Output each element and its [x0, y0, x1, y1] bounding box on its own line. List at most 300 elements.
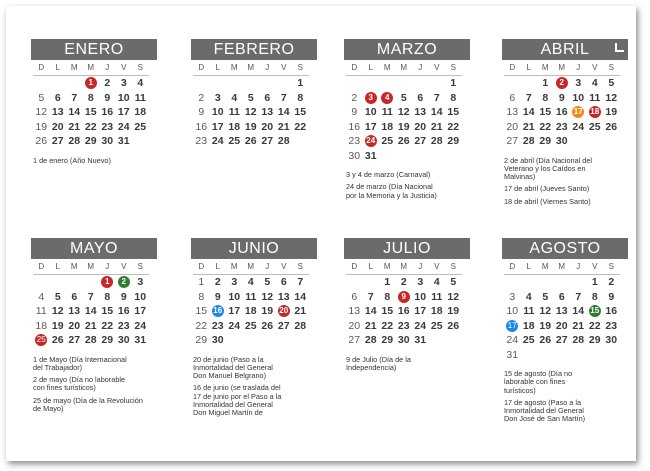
day-cell: 18: [430, 305, 443, 317]
day-cell: 30: [555, 135, 568, 147]
day-cell: 5: [38, 91, 45, 104]
day-cell: 14: [277, 106, 290, 118]
day-cell: 23: [211, 319, 224, 332]
day-cell: [66, 76, 83, 91]
holiday-day: [363, 91, 380, 106]
holiday-circle: 20: [279, 306, 289, 316]
weekday-header: S: [132, 259, 149, 275]
holiday-note: 25 de mayo (Día de la Revolución de Mayo): [33, 395, 143, 413]
day-cell: 22: [195, 319, 208, 332]
holiday-day: [379, 91, 396, 106]
day-cell: 15: [539, 106, 552, 118]
day-cell: [570, 275, 587, 290]
day-cell: 28: [68, 135, 81, 147]
day-cell: 16: [348, 120, 361, 133]
day-cell: [603, 134, 620, 149]
day-cell: [379, 149, 396, 164]
holiday-day: [396, 290, 413, 305]
holiday-circle: 16: [213, 306, 223, 316]
weekday-header: J: [412, 259, 429, 275]
day-cell: 19: [261, 305, 274, 317]
day-cell: 18: [244, 305, 257, 317]
day-cell: 18: [134, 106, 147, 118]
weekday-header: M: [554, 60, 571, 76]
holiday-notes: [502, 370, 628, 424]
day-cell: [50, 76, 67, 91]
weekday-header: M: [83, 60, 100, 76]
weekday-header: M: [379, 259, 396, 275]
day-cell: 30: [397, 334, 410, 346]
holiday-note: 24 de marzo (Día Nacional por la Memoria y la Justicia): [346, 182, 437, 200]
day-cell: 21: [572, 319, 585, 332]
day-cell: 6: [351, 290, 358, 303]
day-cell: 28: [364, 334, 377, 346]
weekday-header: J: [570, 259, 587, 275]
day-cell: 24: [506, 334, 519, 346]
day-cell: 29: [539, 135, 552, 147]
month-name: ABRIL: [540, 41, 590, 58]
day-cell: 20: [51, 120, 64, 133]
weekday-header: J: [412, 60, 429, 76]
holiday-notes: [31, 356, 157, 414]
weekday-header: M: [66, 259, 83, 275]
day-cell: [292, 134, 309, 149]
day-cell: 31: [364, 149, 377, 162]
day-cell: [412, 76, 429, 91]
day-cell: 6: [280, 276, 287, 288]
holiday-notes: [31, 157, 157, 165]
day-cell: 6: [417, 91, 424, 104]
day-cell: 22: [588, 319, 601, 332]
day-cell: 6: [264, 91, 271, 104]
day-cell: 4: [247, 276, 254, 288]
day-cell: 28: [294, 319, 307, 332]
holiday-day: [504, 319, 521, 334]
month-agosto: [502, 238, 628, 428]
month-grid: [193, 60, 317, 149]
day-cell: 27: [348, 334, 361, 346]
day-cell: [33, 76, 50, 91]
day-cell: 20: [68, 319, 81, 332]
day-cell: 26: [605, 120, 618, 133]
day-cell: [346, 275, 363, 290]
day-cell: 10: [364, 106, 377, 118]
day-cell: [396, 149, 413, 164]
day-cell: [396, 76, 413, 91]
holiday-note: 17 de agosto (Paso a la Inmortalidad del General Don José de San Martín): [504, 397, 586, 424]
day-cell: 6: [71, 290, 78, 303]
day-cell: [603, 348, 620, 363]
day-cell: 20: [261, 120, 274, 133]
holiday-circle: 18: [590, 107, 600, 117]
month-header: [31, 39, 157, 60]
day-cell: 17: [117, 106, 130, 118]
day-cell: 11: [134, 91, 146, 104]
day-cell: 22: [539, 120, 552, 133]
holiday-day: [210, 304, 227, 319]
day-cell: 21: [522, 120, 535, 133]
day-cell: 7: [525, 91, 532, 104]
holiday-circle: 1: [101, 276, 113, 288]
day-cell: 23: [101, 120, 114, 133]
weekday-header: M: [83, 259, 100, 275]
day-cell: 29: [84, 135, 97, 147]
day-cell: 16: [605, 305, 618, 317]
weekday-header: M: [554, 259, 571, 275]
day-cell: 24: [228, 319, 241, 332]
day-cell: 28: [522, 135, 535, 147]
weekday-header: S: [603, 259, 620, 275]
day-cell: 23: [397, 319, 410, 332]
day-cell: 17: [211, 120, 224, 133]
weekday-header: J: [259, 60, 276, 76]
day-cell: 29: [101, 334, 114, 346]
weekday-header: D: [504, 259, 521, 275]
month-mayo: [31, 238, 157, 417]
month-grid: [346, 60, 470, 163]
weekday-header: L: [50, 259, 67, 275]
holiday-day: [99, 275, 116, 290]
day-cell: 7: [87, 290, 94, 303]
day-cell: 1: [297, 77, 304, 89]
day-cell: 9: [608, 290, 615, 303]
day-cell: 8: [450, 91, 457, 104]
day-cell: 31: [506, 348, 519, 361]
corner-bracket-icon: [615, 43, 624, 52]
day-cell: 3: [575, 77, 582, 89]
day-cell: 12: [244, 106, 257, 118]
day-cell: 5: [264, 276, 271, 288]
day-cell: 23: [195, 135, 208, 147]
day-cell: 7: [433, 91, 440, 104]
day-cell: 11: [431, 290, 443, 303]
day-cell: 3: [231, 276, 238, 288]
weekday-header: S: [445, 60, 462, 76]
day-cell: 8: [384, 290, 391, 303]
day-cell: [379, 76, 396, 91]
day-cell: 14: [572, 305, 585, 317]
day-cell: [570, 348, 587, 363]
day-cell: [226, 76, 243, 91]
day-cell: 5: [608, 77, 615, 89]
day-cell: 4: [591, 77, 598, 89]
day-cell: 19: [447, 305, 460, 317]
day-cell: 9: [558, 91, 565, 104]
day-cell: 8: [297, 91, 304, 104]
weekday-header: S: [445, 259, 462, 275]
day-cell: 30: [605, 334, 618, 346]
day-cell: 19: [539, 319, 552, 332]
day-cell: [276, 333, 293, 348]
day-cell: 24: [572, 120, 585, 133]
day-cell: [363, 275, 380, 290]
day-cell: [363, 76, 380, 91]
day-cell: 10: [117, 91, 130, 104]
day-cell: 5: [542, 290, 549, 303]
day-cell: [243, 76, 260, 91]
holiday-circle: 24: [366, 136, 376, 146]
day-cell: 12: [397, 106, 410, 118]
day-cell: 12: [261, 290, 274, 303]
month-header: [31, 238, 157, 259]
holiday-note: 16 de junio (se traslada del 17 de junio por el Paso a la Inmortalidad del General Don Miguel Martín de: [193, 383, 282, 418]
holiday-circle: 3: [365, 92, 377, 104]
day-cell: [521, 76, 538, 91]
day-cell: 25: [228, 135, 241, 147]
day-cell: 15: [84, 106, 97, 118]
month-header: [191, 39, 317, 60]
day-cell: 4: [525, 290, 532, 303]
day-cell: 25: [381, 135, 394, 147]
day-cell: 25: [588, 120, 601, 133]
day-cell: 19: [605, 106, 618, 118]
weekday-header: J: [99, 259, 116, 275]
day-cell: 5: [54, 290, 61, 303]
day-cell: 26: [397, 135, 410, 147]
day-cell: 8: [198, 290, 205, 303]
weekday-header: L: [521, 259, 538, 275]
weekday-header: M: [396, 60, 413, 76]
day-cell: 9: [198, 106, 205, 118]
day-cell: 13: [68, 305, 81, 317]
day-cell: 15: [101, 305, 114, 317]
day-cell: [521, 348, 538, 363]
day-cell: [537, 275, 554, 290]
month-grid: [504, 60, 628, 149]
day-cell: 26: [447, 319, 460, 332]
holiday-notes: [344, 356, 470, 373]
weekday-header: S: [603, 60, 620, 76]
day-cell: 27: [68, 334, 81, 346]
day-cell: 8: [542, 91, 549, 104]
day-cell: 24: [414, 319, 427, 332]
weekday-header: J: [570, 60, 587, 76]
weekday-header: L: [50, 60, 67, 76]
month-header: [502, 39, 628, 60]
holiday-note: 17 de abril (Jueves Santo): [504, 184, 590, 194]
holiday-note: 15 de agosto (Día no laborable con fines turísticos): [504, 369, 573, 395]
day-cell: 5: [450, 276, 457, 288]
weekday-header: D: [193, 259, 210, 275]
day-cell: 21: [364, 319, 377, 332]
day-cell: 9: [214, 290, 221, 303]
day-cell: 1: [198, 276, 205, 288]
holiday-day: [276, 304, 293, 319]
day-cell: 19: [51, 319, 64, 332]
day-cell: 11: [245, 290, 257, 303]
day-cell: 5: [247, 91, 254, 104]
weekday-header: D: [193, 60, 210, 76]
day-cell: 12: [447, 290, 460, 303]
weekday-header: M: [396, 259, 413, 275]
day-cell: 18: [522, 319, 535, 332]
weekday-header: M: [243, 60, 260, 76]
day-cell: [504, 275, 521, 290]
month-junio: [191, 238, 317, 422]
day-cell: [504, 76, 521, 91]
holiday-notes: [344, 171, 470, 200]
month-name: MAYO: [70, 240, 118, 257]
holiday-note: 1 de enero (Año Nuevo): [33, 155, 111, 165]
day-cell: 12: [35, 106, 48, 118]
day-cell: 24: [134, 319, 147, 332]
day-cell: 16: [195, 120, 208, 133]
day-cell: 28: [430, 135, 443, 147]
day-cell: [429, 76, 446, 91]
weekday-header: V: [116, 60, 133, 76]
day-cell: 2: [214, 276, 221, 288]
day-cell: 10: [572, 91, 585, 104]
month-grid: [33, 259, 157, 348]
day-cell: [50, 275, 67, 290]
holiday-day: [554, 76, 571, 91]
day-cell: 31: [117, 135, 130, 147]
day-cell: 4: [38, 290, 45, 303]
day-cell: 14: [522, 106, 535, 118]
day-cell: [226, 333, 243, 348]
day-cell: 22: [84, 120, 97, 133]
day-cell: 26: [51, 334, 64, 346]
day-cell: 7: [367, 290, 374, 303]
day-cell: 26: [244, 135, 257, 147]
day-cell: 23: [605, 319, 618, 332]
holiday-note: 2 de mayo (Día no laborable con fines turísticos): [33, 375, 126, 393]
weekday-header: J: [99, 60, 116, 76]
day-cell: 10: [414, 290, 427, 303]
day-cell: 10: [211, 106, 224, 118]
month-marzo: [344, 39, 470, 204]
day-cell: 31: [134, 334, 147, 346]
weekday-header: D: [504, 60, 521, 76]
day-cell: 15: [381, 305, 394, 317]
day-cell: [412, 149, 429, 164]
holiday-circle: 2: [118, 276, 130, 288]
day-cell: 4: [137, 77, 144, 89]
weekday-header: S: [292, 60, 309, 76]
day-cell: 27: [277, 319, 290, 332]
day-cell: 7: [575, 290, 582, 303]
weekday-header: D: [346, 259, 363, 275]
day-cell: 29: [195, 334, 208, 346]
month-name: AGOSTO: [529, 240, 601, 257]
month-grid: [33, 60, 157, 149]
day-cell: 22: [381, 319, 394, 332]
day-cell: 19: [397, 120, 410, 133]
day-cell: 12: [605, 91, 618, 104]
day-cell: 2: [104, 77, 111, 89]
day-cell: 26: [539, 334, 552, 346]
day-cell: [210, 76, 227, 91]
month-name: JULIO: [383, 240, 431, 257]
day-cell: 15: [294, 106, 307, 118]
day-cell: 16: [555, 106, 568, 118]
day-cell: 17: [414, 305, 427, 317]
day-cell: 19: [35, 120, 48, 133]
weekday-header: M: [537, 259, 554, 275]
day-cell: 22: [101, 319, 114, 332]
day-cell: [554, 348, 571, 363]
day-cell: 7: [297, 276, 304, 288]
day-cell: 20: [555, 319, 568, 332]
day-cell: 9: [104, 91, 111, 104]
day-cell: 13: [414, 106, 427, 118]
day-cell: 18: [35, 319, 48, 332]
day-cell: 27: [506, 135, 519, 147]
day-cell: 25: [244, 319, 257, 332]
day-cell: 17: [134, 305, 147, 317]
day-cell: 27: [51, 135, 64, 147]
holiday-circle: 17: [507, 320, 517, 330]
day-cell: 21: [277, 120, 290, 133]
weekday-header: M: [226, 259, 243, 275]
holiday-day: [587, 304, 604, 319]
day-cell: [445, 149, 462, 164]
day-cell: 23: [555, 120, 568, 133]
day-cell: 5: [400, 91, 407, 104]
day-cell: 22: [447, 120, 460, 133]
day-cell: 28: [277, 135, 290, 147]
day-cell: 2: [400, 276, 407, 288]
weekday-header: V: [429, 259, 446, 275]
day-cell: [537, 348, 554, 363]
holiday-note: 2 de abril (Día Nacional del Veterano y los Caídos en Malvinas): [504, 155, 593, 182]
day-cell: 23: [117, 319, 130, 332]
day-cell: 25: [522, 334, 535, 346]
day-cell: 13: [277, 290, 290, 303]
month-febrero: [191, 39, 317, 157]
month-grid: [504, 259, 628, 362]
weekday-header: S: [292, 259, 309, 275]
day-cell: 31: [414, 334, 427, 346]
month-grid: [193, 259, 317, 348]
calendar-sheet: [6, 6, 636, 461]
weekday-header: L: [363, 259, 380, 275]
day-cell: 14: [68, 106, 81, 118]
day-cell: 8: [591, 290, 598, 303]
holiday-day: [570, 105, 587, 120]
day-cell: 12: [539, 305, 552, 317]
day-cell: 10: [134, 290, 147, 303]
day-cell: [132, 134, 149, 149]
day-cell: 10: [506, 305, 519, 317]
day-cell: 3: [120, 77, 127, 89]
day-cell: 11: [381, 106, 393, 118]
weekday-header: D: [33, 259, 50, 275]
day-cell: [33, 275, 50, 290]
day-cell: 1: [384, 276, 391, 288]
month-name: JUNIO: [228, 240, 280, 257]
day-cell: 16: [101, 106, 114, 118]
day-cell: [429, 333, 446, 348]
day-cell: 23: [348, 135, 361, 147]
weekday-header: S: [132, 60, 149, 76]
holiday-circle: 17: [573, 107, 583, 117]
day-cell: 17: [364, 120, 377, 133]
holiday-circle: 4: [381, 92, 393, 104]
weekday-header: M: [379, 60, 396, 76]
day-cell: [276, 76, 293, 91]
day-cell: 29: [447, 135, 460, 147]
day-cell: 28: [84, 334, 97, 346]
day-cell: [521, 275, 538, 290]
month-enero: [31, 39, 157, 169]
weekday-header: J: [259, 259, 276, 275]
weekday-header: V: [587, 60, 604, 76]
weekday-header: M: [243, 259, 260, 275]
day-cell: 3: [509, 290, 516, 303]
day-cell: 20: [348, 319, 361, 332]
day-cell: [346, 76, 363, 91]
